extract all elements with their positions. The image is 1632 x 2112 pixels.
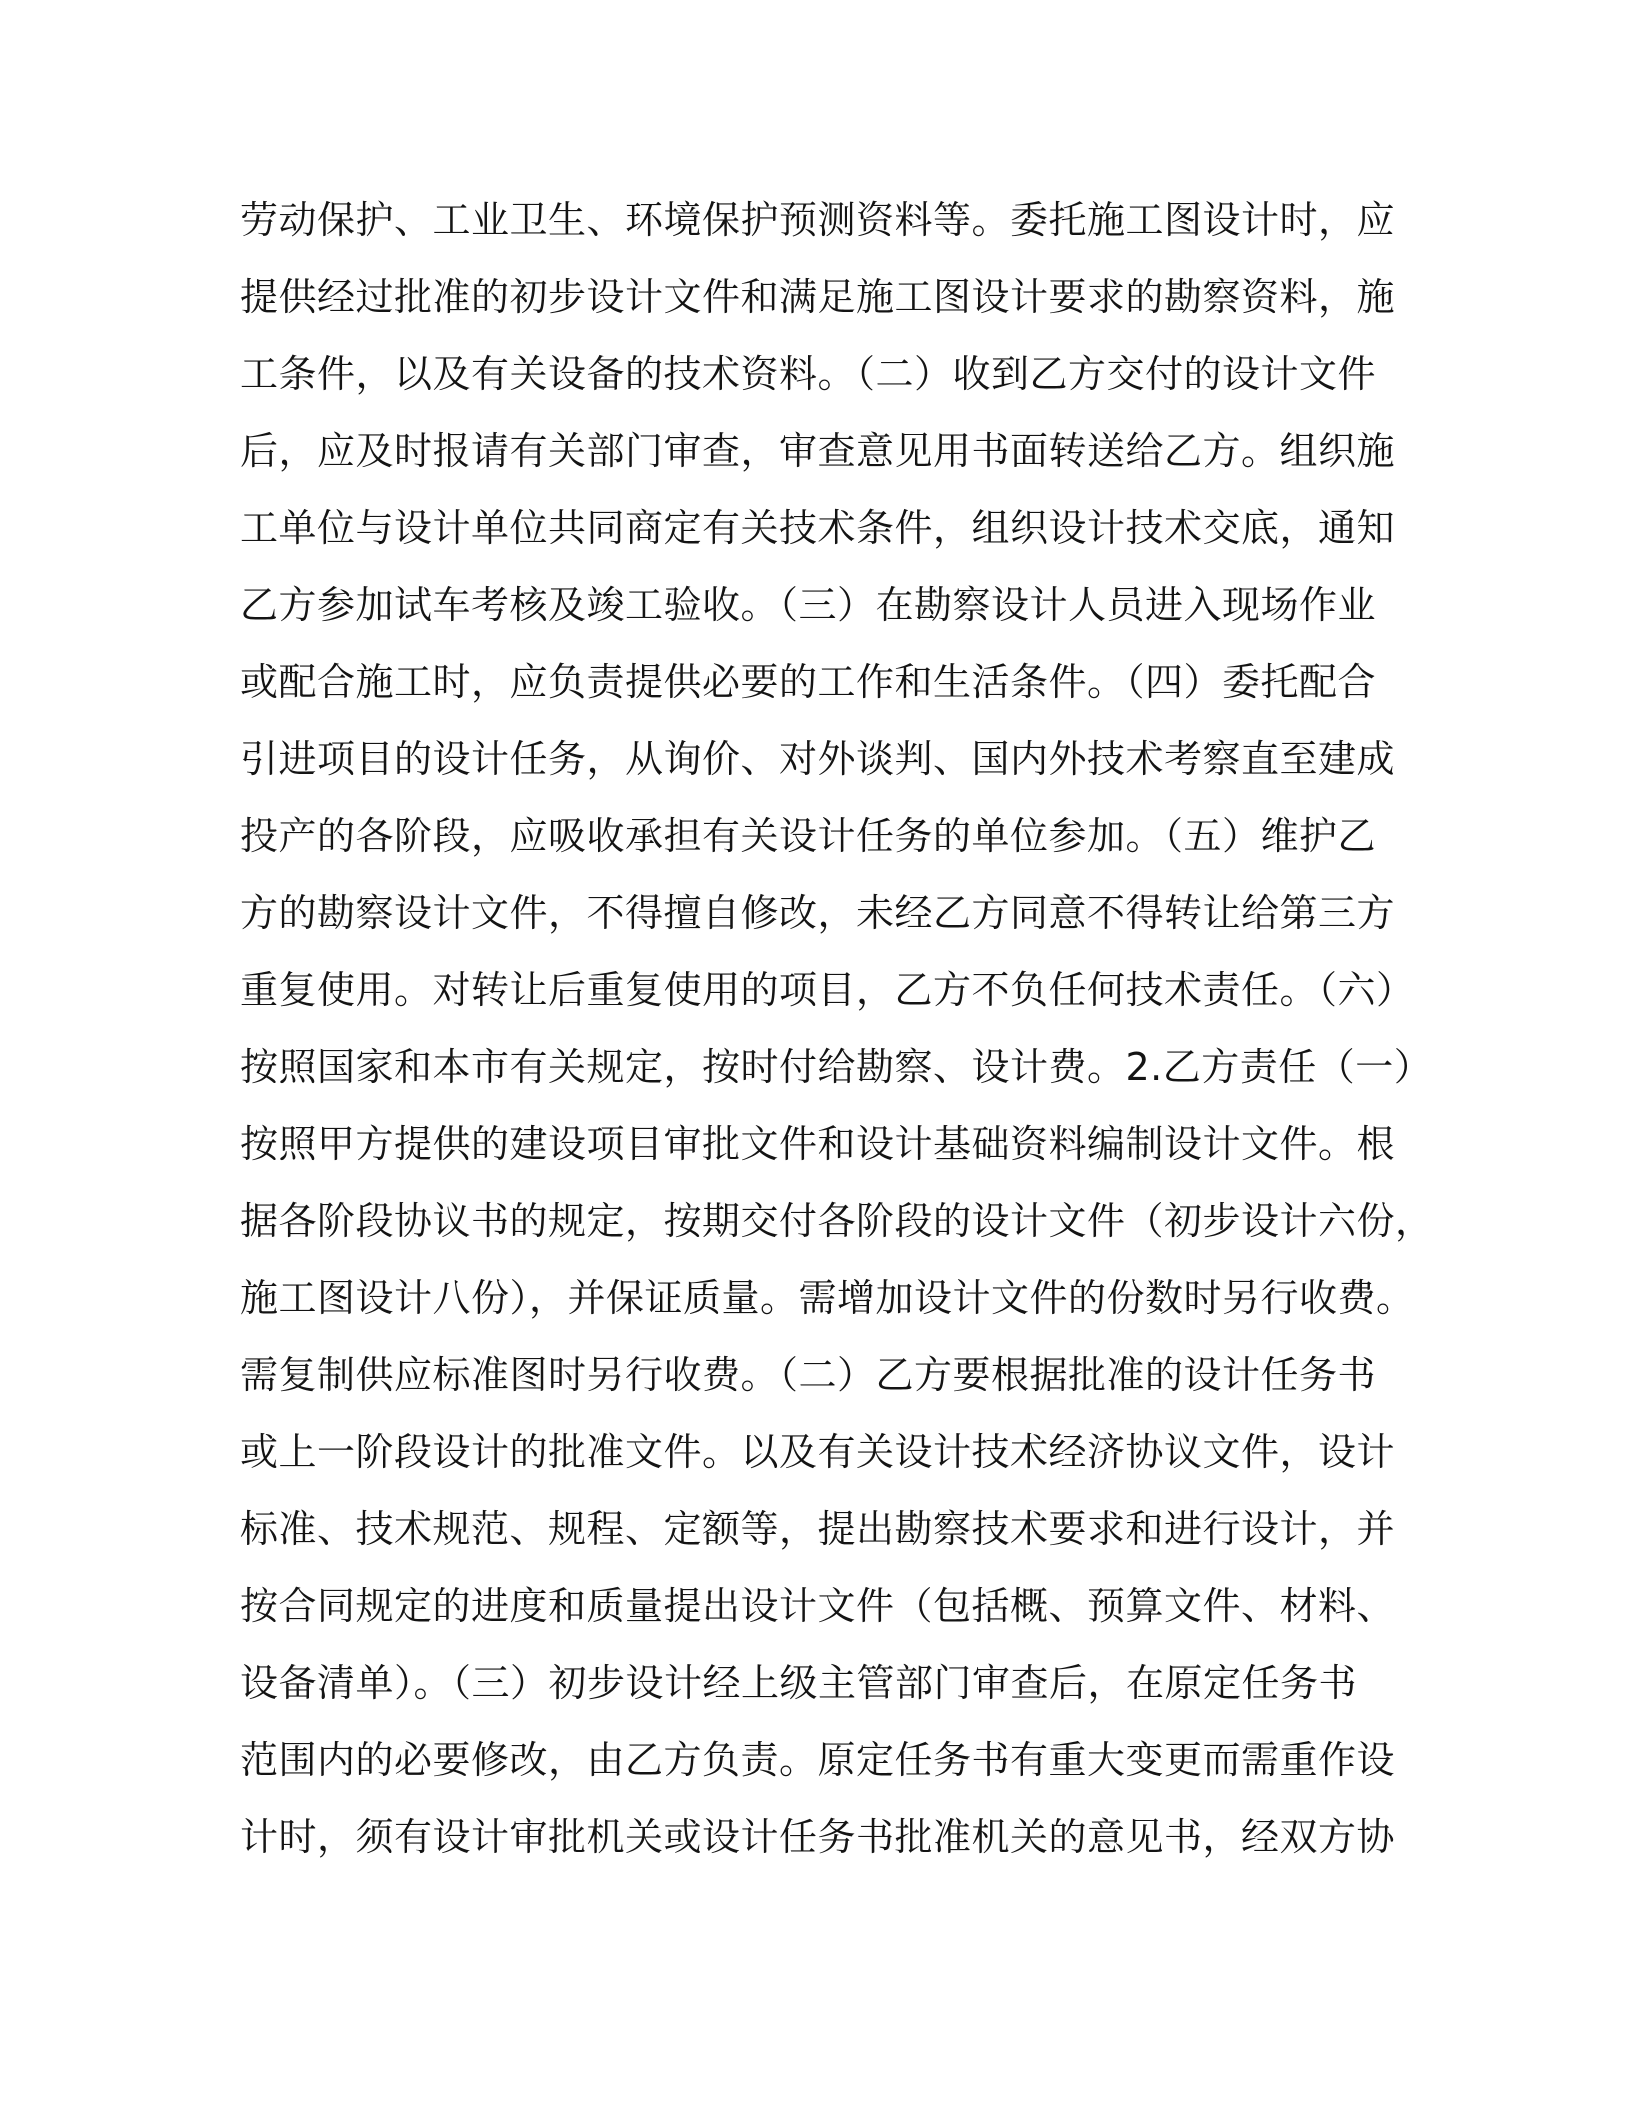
- text-line: 需复制供应标准图时另行收费。（二）乙方要根据批准的设计任务书: [240, 1353, 1377, 1397]
- text-line: 后，应及时报请有关部门审查，审查意见用书面转送给乙方。组织施: [240, 429, 1396, 473]
- text-line: 重复使用。对转让后重复使用的项目，乙方不负任何技术责任。（六）: [240, 968, 1415, 1012]
- body-text: [240, 182, 1434, 1876]
- text-line: 设备清单）。（三）初步设计经上级主管部门审查后，在原定任务书: [240, 1661, 1358, 1705]
- text-line: 按照国家和本市有关规定，按时付给勘察、设计费。2.乙方责任（一）: [240, 1045, 1433, 1089]
- text-line: 提供经过批准的初步设计文件和满足施工图设计要求的勘察资料，施: [240, 275, 1396, 319]
- text-line: 投产的各阶段，应吸收承担有关设计任务的单位参加。（五）维护乙: [240, 814, 1377, 858]
- text-line: 据各阶段协议书的规定，按期交付各阶段的设计文件（初步设计六份，: [240, 1199, 1434, 1243]
- text-line: 乙方参加试车考核及竣工验收。（三）在勘察设计人员进入现场作业: [240, 583, 1377, 627]
- text-line: 或上一阶段设计的批准文件。以及有关设计技术经济协议文件，设计: [240, 1430, 1396, 1474]
- text-line: 引进项目的设计任务，从询价、对外谈判、国内外技术考察直至建成: [240, 737, 1396, 781]
- text-line: 计时，须有设计审批机关或设计任务书批准机关的意见书，经双方协: [240, 1815, 1396, 1859]
- text-line: 工条件，以及有关设备的技术资料。（二）收到乙方交付的设计文件: [240, 352, 1377, 396]
- text-line: 或配合施工时，应负责提供必要的工作和生活条件。（四）委托配合: [240, 660, 1377, 704]
- text-line: 方的勘察设计文件，不得擅自修改，未经乙方同意不得转让给第三方: [240, 891, 1396, 935]
- text-line: 施工图设计八份），并保证质量。需增加设计文件的份数时另行收费。: [240, 1276, 1415, 1320]
- text-line: 范围内的必要修改，由乙方负责。原定任务书有重大变更而需重作设: [240, 1738, 1396, 1782]
- text-line: 标准、技术规范、规程、定额等，提出勘察技术要求和进行设计，并: [240, 1507, 1396, 1551]
- text-line: 按照甲方提供的建设项目审批文件和设计基础资料编制设计文件。根: [240, 1122, 1396, 1166]
- text-line: 工单位与设计单位共同商定有关技术条件，组织设计技术交底，通知: [240, 506, 1396, 550]
- text-line: 按合同规定的进度和质量提出设计文件（包括概、预算文件、材料、: [240, 1584, 1396, 1628]
- text-line: 劳动保护、工业卫生、环境保护预测资料等。委托施工图设计时，应: [240, 198, 1396, 242]
